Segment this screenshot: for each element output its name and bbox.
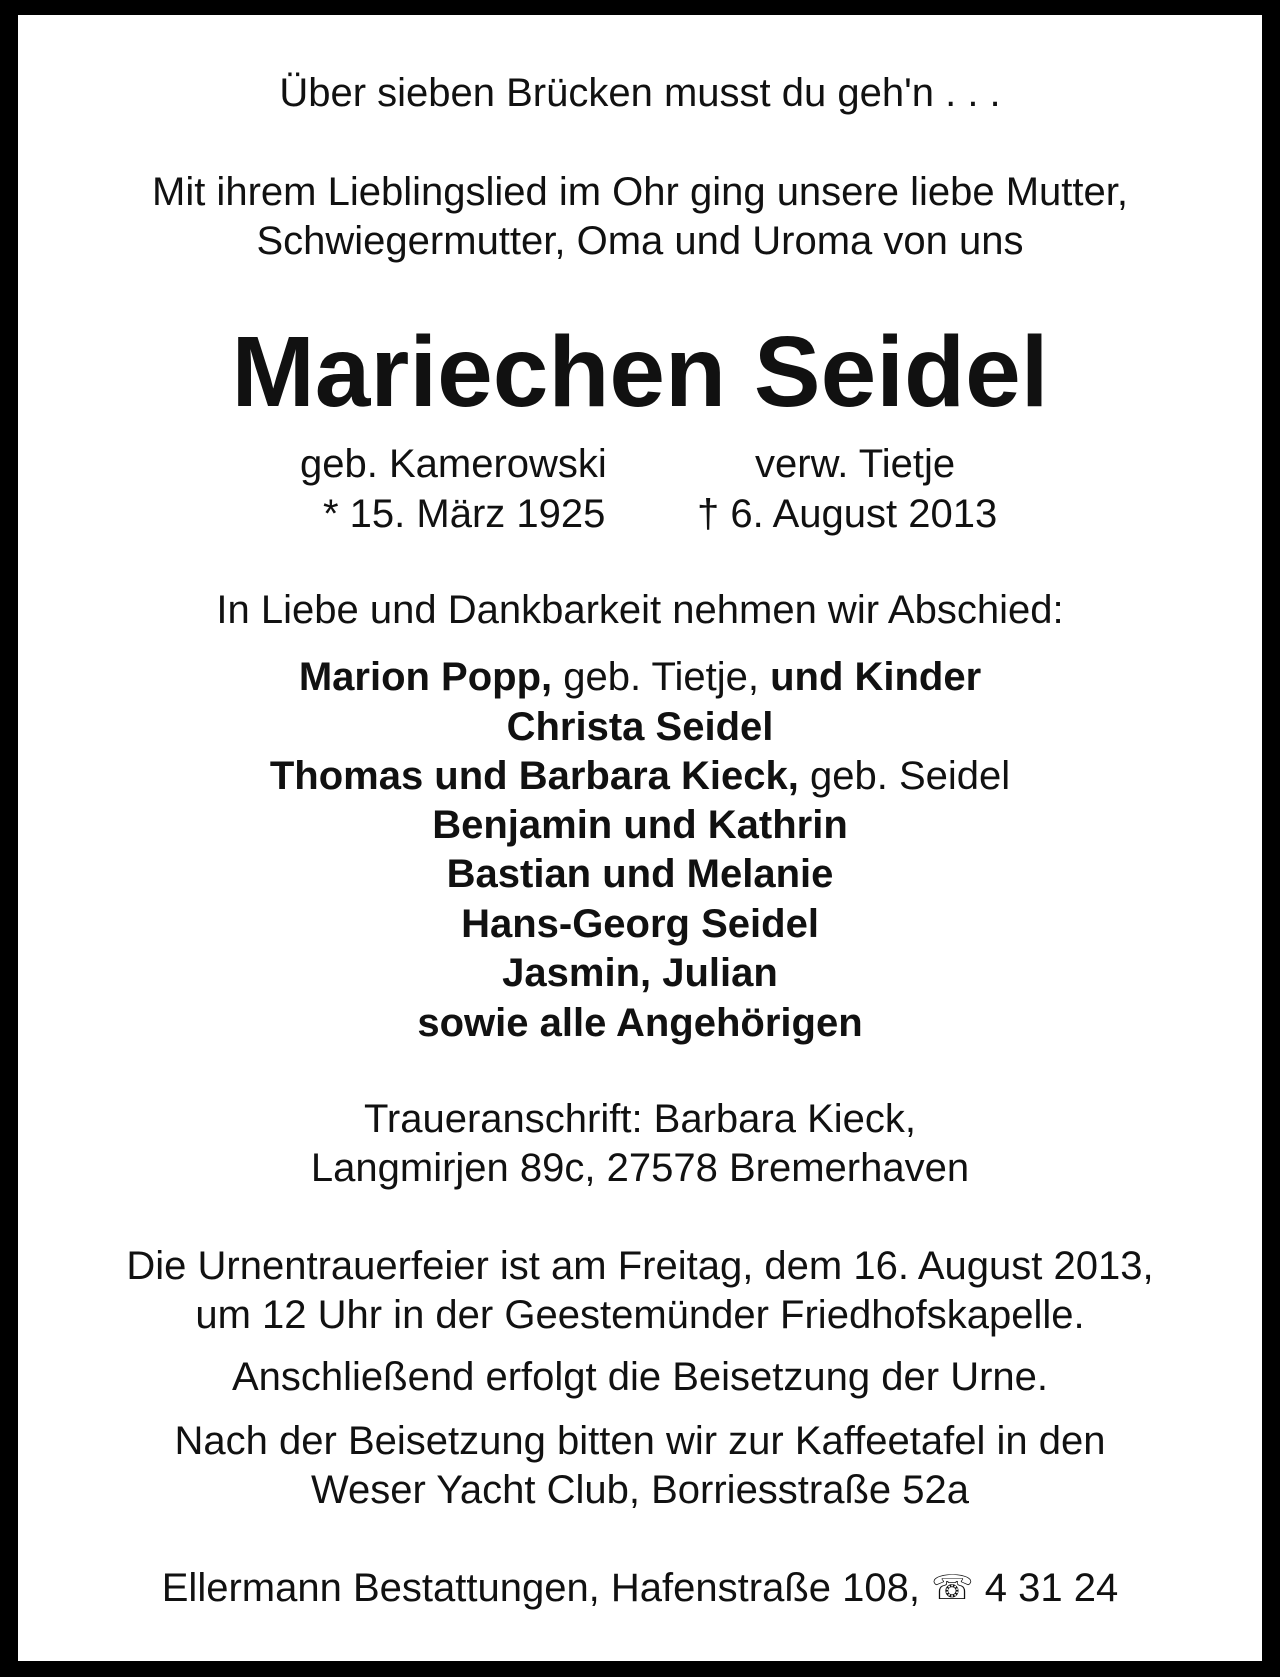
farewell-heading: In Liebe und Dankbarkeit nehmen wir Abschied: — [216, 588, 1064, 632]
mourner-thomas-note: geb. Seidel — [798, 754, 1011, 798]
coffee-line-2: Weser Yacht Club, Borriesstraße 52a — [310, 1468, 970, 1512]
mourner-hans-georg: Hans-Georg Seidel — [461, 902, 819, 946]
mourner-marion-note: geb. Tietje, — [552, 655, 771, 699]
telephone-icon: ☏ — [931, 1568, 974, 1608]
coffee-line-1: Nach der Beisetzung bitten wir zur Kaffeetafel in den — [174, 1419, 1106, 1463]
death-date: † 6. August 2013 — [697, 492, 998, 536]
mourner-marion — [0, 657, 1280, 697]
mourner-bastian: Bastian und Melanie — [446, 852, 834, 896]
maiden-name: geb. Kamerowski — [300, 442, 607, 486]
mourner-christa: Christa Seidel — [506, 705, 774, 749]
funeral-home-line — [0, 1568, 1280, 1608]
funeral-home-phone: 4 31 24 — [984, 1566, 1119, 1610]
mourning-address-line-2: Langmirjen 89c, 27578 Bremerhaven — [310, 1146, 970, 1190]
widowed-name: verw. Tietje — [755, 442, 956, 486]
birth-date: * 15. März 1925 — [323, 492, 606, 536]
mourning-address-line-1: Traueranschrift: Barbara Kieck, — [363, 1097, 917, 1141]
mourner-relatives: sowie alle Angehörigen — [417, 1001, 863, 1045]
announcement-line-1: Mit ihrem Lieblingslied im Ohr ging unsere liebe Mutter, — [152, 170, 1128, 214]
mourner-thomas — [0, 756, 1280, 796]
mourner-benjamin: Benjamin und Kathrin — [432, 803, 848, 847]
funeral-home-text: Ellermann Bestattungen, Hafenstraße 108, — [161, 1566, 920, 1610]
mourner-jasmin: Jasmin, Julian — [502, 951, 778, 995]
deceased-name: Mariechen Seidel — [231, 316, 1049, 428]
burial-line: Anschließend erfolgt die Beisetzung der Urne. — [231, 1355, 1048, 1399]
ceremony-line-1: Die Urnentrauerfeier ist am Freitag, dem 16. August 2013, — [126, 1244, 1154, 1288]
mourner-marion-suffix: und Kinder — [770, 655, 982, 699]
announcement-line-2: Schwiegermutter, Oma und Uroma von uns — [256, 219, 1024, 263]
mourner-marion-name: Marion Popp, — [298, 655, 553, 699]
mourner-thomas-name: Thomas und Barbara Kieck, — [269, 754, 799, 798]
ceremony-line-2: um 12 Uhr in der Geestemünder Friedhofskapelle. — [195, 1293, 1085, 1337]
intro-line: Über sieben Brücken musst du geh'n . . . — [279, 71, 1001, 115]
